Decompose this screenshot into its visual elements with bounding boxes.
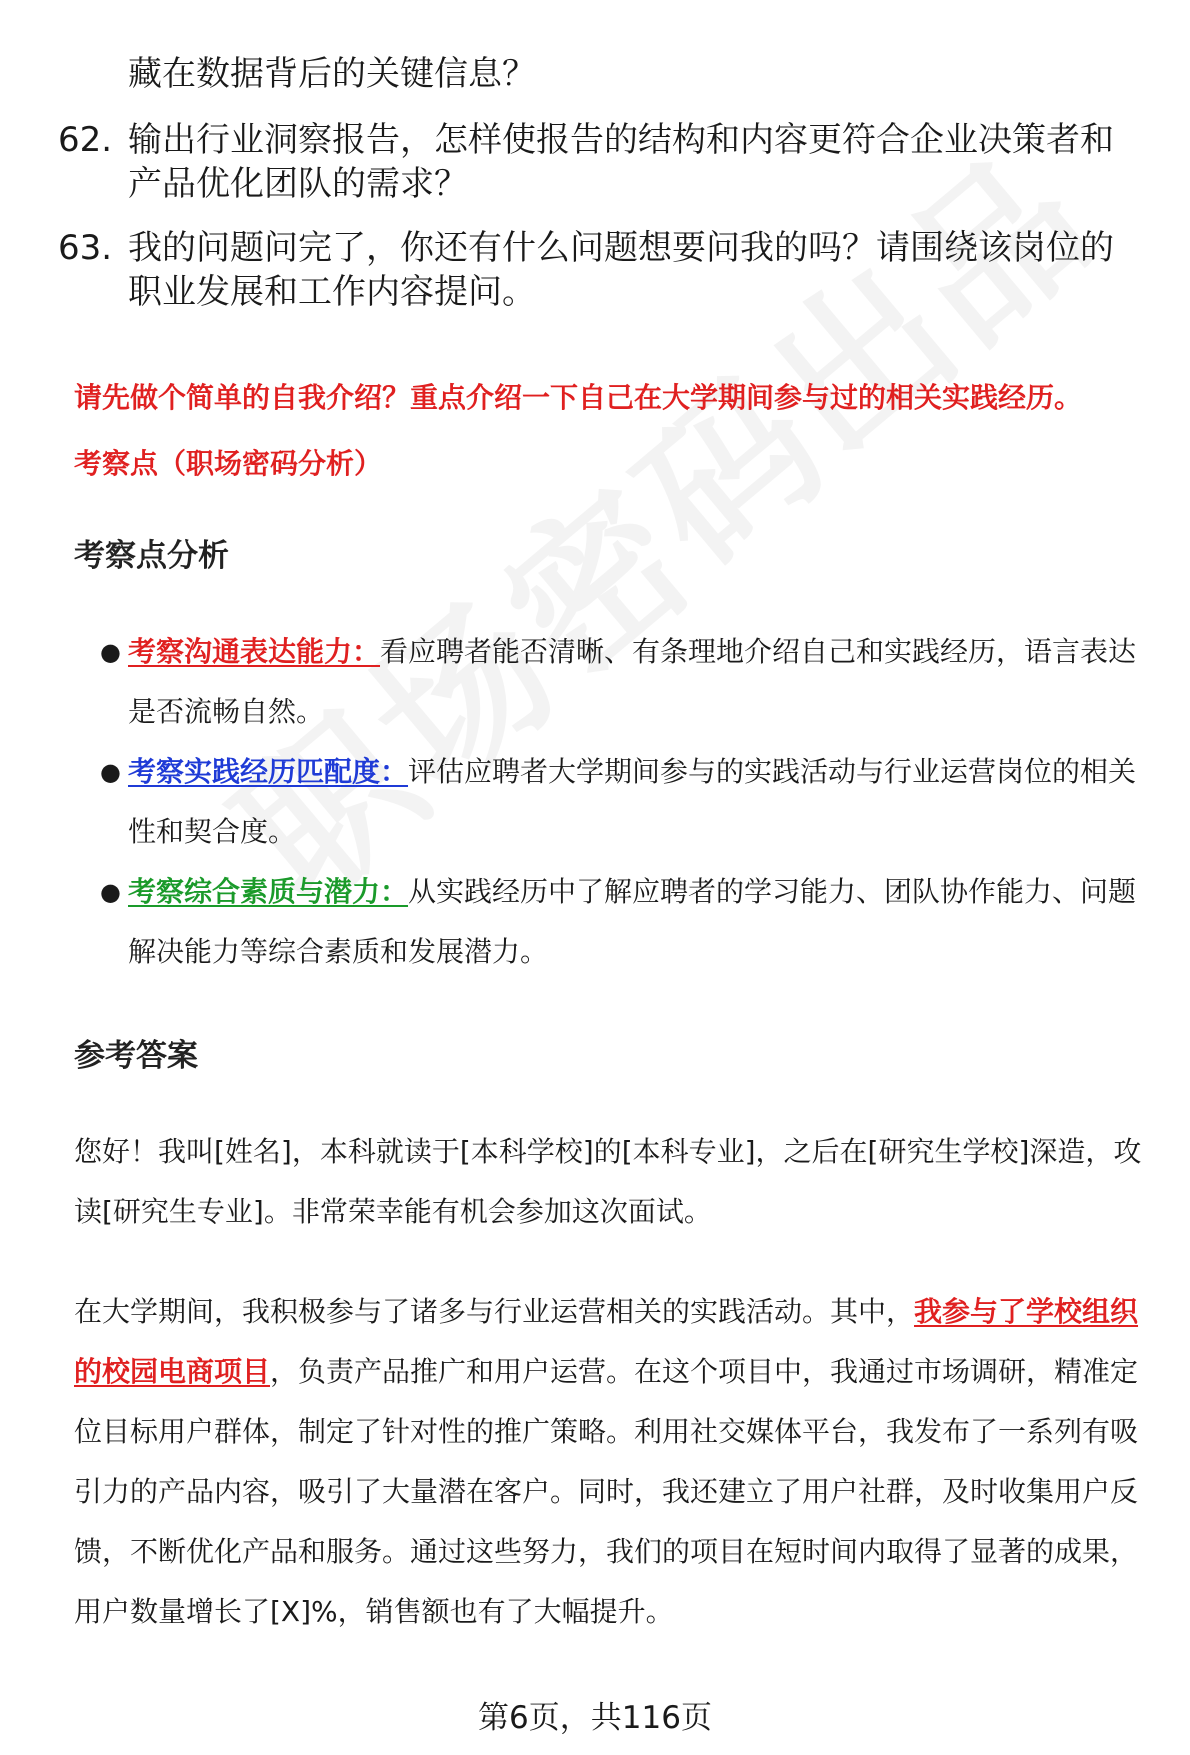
question-62-number: 62. [58, 120, 113, 160]
exam-point-title: 考察点（职场密码分析） [74, 447, 383, 480]
answer-heading: 参考答案 [74, 1038, 198, 1074]
answer-highlight: 我参与了学校组织的校园电商项目 [74, 1295, 1139, 1388]
bullet-label: 考察综合素质与潜力： [128, 875, 409, 908]
analysis-heading: 考察点分析 [74, 538, 229, 574]
question-63-number: 63. [58, 228, 113, 268]
question-title: 请先做个简单的自我介绍？重点介绍一下自己在大学期间参与过的相关实践经历。 [74, 381, 1083, 414]
answer-p2-rest: ，负责产品推广和用户运营。在这个项目中，我通过市场调研，精准定位目标用户群体，制定了针对性的推广策略。利用社交媒体平台，我发布了一系列有吸引力的产品内容，吸引了大量潜在客户。同时，我还建立了用户社群，及时收集用户反馈，不断优化产品和服务。通过这些努力，我们的项目在短时间内取得了显著的成果，用户数量增长了[X]%，销售额也有了大幅提升。 [74, 1355, 1139, 1628]
answer-paragraph-2 [74, 1282, 1154, 1642]
analysis-bullet [100, 862, 1150, 982]
bullet-label: 考察沟通表达能力： [128, 635, 381, 668]
question-63 [58, 226, 1138, 314]
answer-paragraph-1: 您好！我叫[姓名]，本科就读于[本科学校]的[本科专业]，之后在[研究生学校]深造，攻读[研究生专业]。非常荣幸能有机会参加这次面试。 [74, 1135, 1142, 1228]
answer-p2-start: 在大学期间，我积极参与了诸多与行业运营相关的实践活动。其中， [74, 1295, 915, 1328]
bullet-text: 评估应聘者大学期间参与的实践活动与行业运营岗位的相关性和契合度。 [128, 755, 1137, 848]
question-63-text: 我的问题问完了，你还有什么问题想要问我的吗？请围绕该岗位的职业发展和工作内容提问。 [128, 228, 1114, 312]
analysis-bullet [100, 742, 1150, 862]
bullet-text: 看应聘者能否清晰、有条理地介绍自己和实践经历，语言表达是否流畅自然。 [128, 635, 1137, 728]
question-61-continuation: 藏在数据背后的关键信息？ [128, 54, 536, 94]
question-62 [58, 118, 1138, 206]
page-footer: 第6页，共116页 [478, 1700, 712, 1736]
bullet-dot-icon: ● [100, 758, 121, 786]
bullet-body [128, 622, 1150, 742]
question-62-text: 输出行业洞察报告，怎样使报告的结构和内容更符合企业决策者和产品优化团队的需求？ [128, 120, 1114, 204]
bullet-body [128, 742, 1150, 862]
bullet-text: 从实践经历中了解应聘者的学习能力、团队协作能力、问题解决能力等综合素质和发展潜力。 [128, 875, 1137, 968]
bullet-dot-icon: ● [100, 878, 121, 906]
bullet-body [128, 862, 1150, 982]
analysis-bullet [100, 622, 1150, 742]
bullet-label: 考察实践经历匹配度： [128, 755, 409, 788]
bullet-dot-icon: ● [100, 638, 121, 666]
